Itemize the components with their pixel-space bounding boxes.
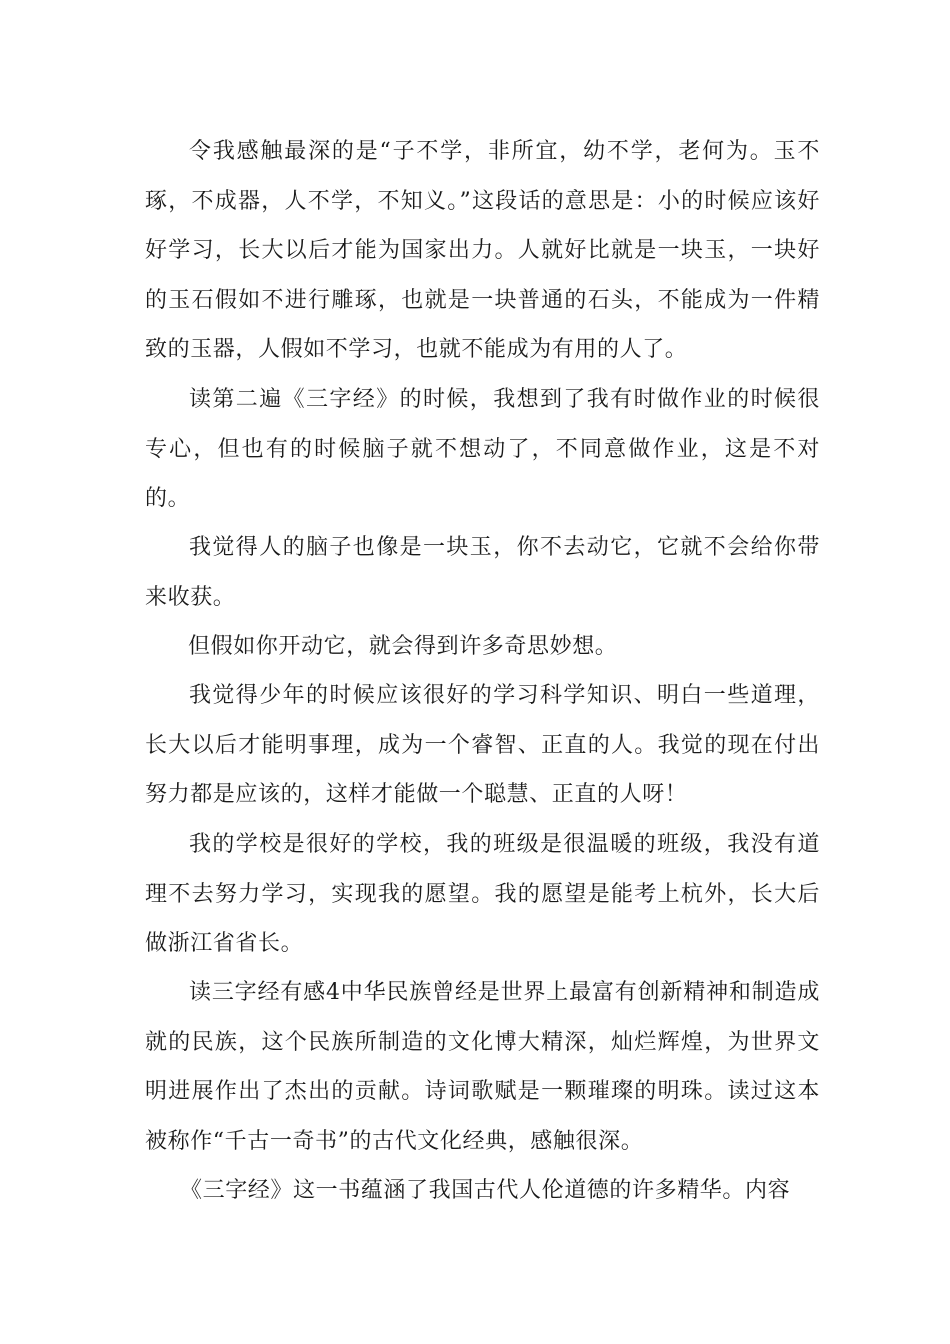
paragraph-2: 读第二遍《三字经》的时候，我想到了我有时做作业的时候很专心，但也有的时候脑子就不想动了，不同意做作业，这是不对的。	[145, 387, 820, 511]
paragraph-6: 我的学校是很好的学校，我的班级是很温暖的班级，我没有道理不去努力学习，实现我的愿望。我的愿望是能考上杭外，长大后做浙江省省长。	[145, 832, 820, 956]
paragraph-4: 但假如你开动它，就会得到许多奇思妙想。	[188, 634, 618, 659]
paragraph-1: 令我感触最深的是“子不学，非所宜，幼不学，老何为。玉不琢，不成器，人不学，不知义。”这段话的意思是：小的时候应该好好学习，长大以后才能为国家出力。人就好比就是一块玉，一块好的玉石假如不进行雕琢，也就是一块普通的石头，不能成为一件精致的玉器，人假如不学习，也就不能成为有用的人了。	[145, 139, 820, 362]
paragraph-8: 《三字经》这一书蕴涵了我国古代人伦道德的许多精华。内容	[180, 1178, 791, 1203]
paragraph-7: 读三字经有感4中华民族曾经是世界上最富有创新精神和制造成就的民族，这个民族所制造的文化博大精深，灿烂辉煌，为世界文明进展作出了杰出的贡献。诗词歌赋是一颗璀璨的明珠。读过这本被称作“千古一奇书”的古代文化经典，感触很深。	[145, 980, 820, 1154]
paragraph-3: 我觉得人的脑子也像是一块玉，你不去动它，它就不会给你带来收获。	[145, 535, 820, 610]
paragraph-5: 我觉得少年的时候应该很好的学习科学知识、明白一些道理，长大以后才能明事理，成为一个睿智、正直的人。我觉的现在付出努力都是应该的，这样才能做一个聪慧、正直的人呀！	[145, 683, 820, 807]
